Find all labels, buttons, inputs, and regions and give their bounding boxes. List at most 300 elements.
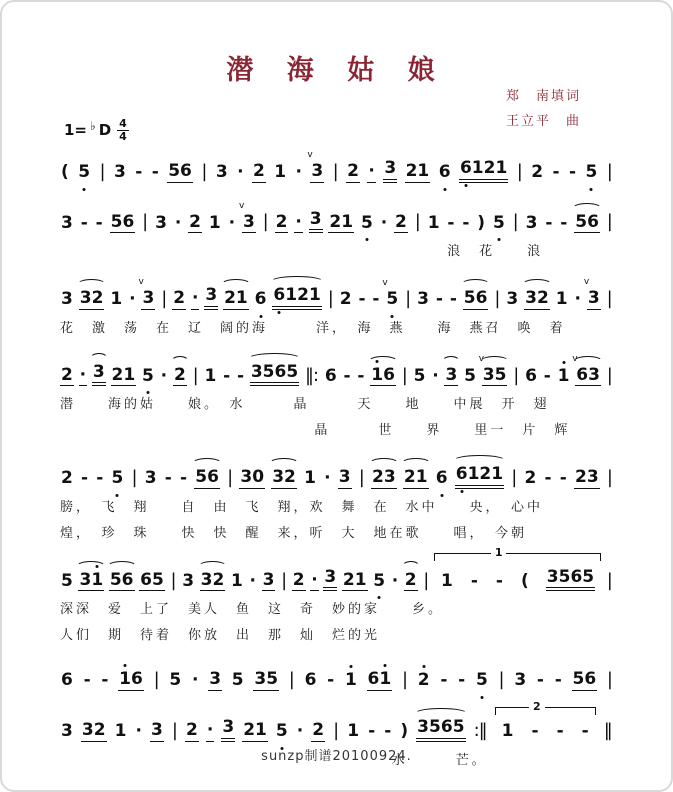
lyric-line: 潜 海的姑 娘。 水 晶 天 地 中展 开 翅	[60, 397, 550, 413]
octave-dot-below	[464, 184, 467, 187]
note-char: ·	[237, 162, 244, 182]
note-char: 2	[395, 211, 407, 232]
note-char: 2	[111, 364, 124, 385]
note-char: -	[83, 670, 91, 691]
note-char: 5	[151, 569, 164, 590]
note-token	[431, 367, 439, 387]
note-token	[215, 163, 229, 183]
key-letter: D	[98, 121, 112, 140]
note-char: 3	[92, 361, 105, 382]
note-char: 1	[119, 670, 131, 690]
lyric-line: 深深 爱 上了 美人 鱼 这 奇 妙的家 乡。	[60, 602, 445, 618]
note-char: :	[473, 719, 479, 741]
note-char: 2	[252, 161, 265, 181]
volta-number: 1	[491, 546, 507, 559]
note-token	[338, 468, 352, 489]
note-token	[181, 572, 195, 592]
note-char: 1	[415, 467, 428, 488]
note-char: |	[153, 669, 159, 691]
note-char: -	[81, 468, 89, 489]
note-char: 2	[93, 719, 106, 740]
note-token	[173, 366, 187, 387]
note-char: 1	[304, 468, 316, 489]
note-char: 6	[324, 365, 337, 386]
note-token	[524, 469, 538, 489]
lyric-line: 煌， 珍 珠 快 快 醒 来，听 大 地在歌 唱， 今朝	[60, 525, 528, 541]
notation-row	[60, 353, 613, 387]
note-char: 3	[150, 719, 163, 740]
note-char: ·	[368, 161, 375, 181]
note-token	[118, 670, 144, 691]
note-char: 3	[250, 361, 263, 382]
note-char: 1	[255, 719, 267, 740]
note-token	[416, 718, 465, 742]
note-token	[238, 200, 256, 234]
note-token	[544, 469, 553, 489]
key-signature	[64, 118, 129, 143]
note-token	[584, 163, 598, 183]
note-token	[174, 214, 182, 234]
key-prefix: 1=	[64, 121, 88, 140]
note-char: 3	[79, 569, 92, 590]
note-token	[326, 671, 335, 691]
note-token	[231, 671, 245, 691]
note-token	[307, 150, 324, 183]
note-char: |	[142, 211, 148, 233]
note-char: -	[545, 212, 553, 233]
barline	[226, 468, 233, 489]
note-token	[543, 367, 552, 387]
note-char: 3	[61, 720, 73, 741]
note-char: 6	[273, 286, 285, 306]
composer-credit: 王立平 曲	[505, 113, 581, 129]
note-char: 6	[140, 569, 152, 590]
note-token	[583, 277, 601, 310]
note-char: ·	[311, 569, 318, 590]
note-char: 1	[501, 720, 514, 741]
note-char: -	[96, 468, 104, 489]
note-char: |	[516, 160, 522, 182]
note-token	[417, 671, 431, 691]
note-char: |	[606, 364, 612, 386]
note-char: -	[327, 670, 335, 691]
note-token	[204, 286, 218, 310]
note-char: 1	[471, 158, 484, 178]
note-token	[168, 671, 182, 691]
octave-dot-above	[349, 665, 352, 668]
note-char: 5	[61, 570, 73, 591]
note-char: 2	[339, 289, 352, 310]
note-char: -	[343, 365, 351, 386]
note-token	[223, 289, 249, 310]
note-token	[544, 214, 553, 234]
note-char: 2	[312, 719, 325, 740]
note-char: ·	[191, 670, 199, 691]
note-char: -	[449, 289, 457, 310]
note-char: 5	[266, 669, 279, 690]
note-token	[403, 468, 429, 489]
note-char: (	[61, 162, 69, 182]
note-char: 2	[284, 467, 296, 488]
note-token	[78, 571, 104, 592]
note-token	[371, 290, 380, 310]
note-token	[495, 572, 504, 592]
breath-mark: v	[382, 278, 388, 289]
note-token	[530, 163, 544, 183]
note-token	[167, 162, 193, 183]
tie-arc	[269, 458, 299, 465]
note-char: 3	[482, 364, 495, 385]
note-char: 2	[91, 288, 104, 309]
note-char: -	[151, 162, 159, 182]
note-char: 3	[155, 212, 167, 233]
note-char: 5	[575, 211, 588, 232]
note-char: |	[170, 569, 176, 591]
note-char: 5	[582, 566, 595, 587]
note-char: -	[164, 468, 172, 489]
note-char: 1	[341, 211, 354, 232]
tie-arc	[442, 356, 460, 363]
notation-row	[60, 465, 613, 489]
note-char: |	[131, 467, 137, 489]
note-char: |	[358, 467, 364, 489]
octave-dot-below	[440, 494, 443, 497]
note-char: -	[581, 720, 589, 741]
note-char: 2	[404, 569, 417, 590]
note-char: 3	[200, 569, 213, 590]
note-char: -	[462, 212, 470, 233]
note-char: |	[401, 364, 407, 386]
time-top: 4	[119, 116, 127, 130]
note-char: |	[281, 569, 287, 591]
tie-arc	[221, 279, 251, 286]
octave-dot-above	[422, 665, 425, 668]
note-char: 2	[224, 288, 236, 309]
note-char: |	[606, 211, 612, 233]
note-char: 2	[575, 467, 587, 488]
breath-mark: v	[138, 277, 144, 288]
note-token	[295, 163, 303, 183]
note-char: 2	[418, 671, 430, 691]
credits	[506, 85, 581, 134]
note-char: -	[357, 365, 365, 386]
note-token	[383, 722, 392, 742]
note-char: -	[543, 365, 551, 386]
note-token	[391, 572, 399, 592]
note-char: -	[560, 212, 568, 233]
note-char: 1	[345, 671, 357, 691]
note-char: 5	[572, 669, 585, 690]
note-token	[303, 469, 317, 489]
octave-dot-below	[443, 188, 446, 191]
note-char: -	[80, 212, 88, 233]
note-token	[455, 465, 504, 489]
note-token	[273, 163, 287, 183]
note-token	[372, 572, 386, 592]
octave-dot-below	[480, 696, 483, 699]
notation-row	[60, 200, 613, 234]
note-token	[60, 163, 70, 183]
note-token	[546, 568, 595, 592]
barline	[401, 366, 408, 387]
note-char: |	[494, 287, 500, 309]
note-char: )	[400, 720, 409, 741]
breath-mark: v	[478, 353, 485, 364]
note-token	[311, 721, 325, 742]
note-token	[399, 722, 409, 742]
note-char: 1	[208, 212, 221, 233]
note-char: 3	[383, 467, 396, 488]
note-char: 2	[275, 211, 288, 232]
notation-row	[60, 699, 613, 742]
tie-arc	[401, 458, 431, 465]
note-char: ·	[295, 211, 302, 232]
note-char: 3	[272, 467, 285, 488]
time-bottom: 4	[119, 129, 127, 143]
note-char: 3	[215, 162, 228, 182]
tie-arc	[171, 356, 189, 363]
octave-dot-above	[384, 664, 387, 667]
note-token	[80, 214, 89, 234]
note-token	[185, 721, 199, 742]
note-char: ‖	[478, 719, 487, 741]
note-char: 1	[441, 570, 453, 591]
note-token	[461, 214, 470, 234]
note-char: -	[495, 570, 503, 591]
note-char: ‖	[603, 719, 612, 741]
note-token	[296, 722, 304, 742]
note-char: 6	[367, 669, 380, 690]
note-char: -	[569, 162, 577, 182]
note-char: -	[552, 162, 560, 182]
note-char: ·	[206, 719, 214, 740]
notation-row	[60, 150, 613, 183]
note-char: 2	[405, 161, 418, 181]
note-char: ·	[129, 289, 136, 310]
note-token	[552, 163, 561, 183]
note-char: 0	[252, 467, 265, 488]
tie-arc	[453, 455, 506, 462]
note-char: 3	[142, 288, 155, 309]
tie-arc	[107, 561, 137, 568]
score-line	[60, 465, 613, 541]
note-char: 6	[304, 670, 317, 691]
note-char: 5	[195, 467, 208, 488]
note-token	[370, 366, 396, 387]
note-char: 3	[144, 468, 157, 489]
octave-dot-below	[460, 490, 463, 493]
note-char: 5	[110, 211, 123, 232]
note-token	[304, 671, 318, 691]
note-token	[572, 353, 601, 387]
note-char: -	[536, 670, 544, 691]
note-char: 6	[383, 364, 395, 385]
barline	[401, 670, 408, 691]
barline	[606, 162, 613, 183]
note-token	[470, 572, 479, 592]
note-char: 2	[61, 364, 73, 385]
note-char: -	[544, 468, 552, 489]
barline	[262, 212, 269, 233]
note-char: |	[498, 669, 504, 691]
tie-arc	[248, 353, 301, 360]
note-char: |	[401, 669, 408, 691]
note-token	[323, 469, 331, 489]
note-char: 5	[429, 716, 441, 737]
note-char: 6	[456, 465, 468, 485]
note-char: |	[405, 287, 411, 309]
note-token	[478, 353, 508, 387]
note-char: 2	[536, 288, 549, 309]
note-char: 5	[169, 670, 182, 691]
note-char: 1	[123, 364, 136, 385]
note-token	[110, 469, 124, 489]
note-token	[114, 722, 128, 742]
breath-mark: v	[307, 150, 313, 160]
note-char: -	[556, 720, 564, 741]
note-token	[141, 367, 155, 387]
note-token	[271, 468, 297, 489]
note-char: -	[458, 670, 466, 691]
tie-arc	[402, 561, 420, 568]
note-token	[346, 162, 360, 183]
note-char: 6	[475, 288, 488, 309]
note-char: 5	[493, 214, 505, 234]
note-token	[513, 671, 527, 691]
note-char: ·	[135, 720, 142, 741]
note-char: 1	[347, 720, 360, 741]
octave-dot-below	[590, 188, 593, 191]
note-char: 2	[479, 464, 492, 485]
note-token	[394, 213, 408, 234]
note-token	[60, 214, 74, 234]
note-char: |	[171, 719, 177, 741]
note-char: 5	[78, 163, 90, 183]
note-char: 6	[121, 569, 134, 590]
note-char: 6	[180, 161, 192, 181]
note-char: 1	[274, 162, 287, 182]
note-char: 5	[168, 161, 181, 181]
note-char: -	[554, 670, 562, 691]
note-token	[360, 214, 374, 234]
note-char: -	[101, 670, 109, 691]
note-token	[435, 290, 444, 310]
note-token	[439, 671, 448, 691]
note-char: 6	[570, 566, 583, 587]
note-char: 3	[525, 212, 538, 233]
octave-dot-below	[365, 238, 368, 241]
note-char: 6	[576, 364, 589, 385]
note-token	[524, 289, 550, 310]
note-token	[371, 468, 397, 489]
note-char: |	[606, 569, 612, 591]
barline	[603, 721, 613, 742]
note-char: ·	[174, 212, 182, 233]
note-token	[191, 671, 199, 691]
note-char: 1	[114, 720, 127, 741]
note-char: 5	[276, 722, 288, 742]
note-char: ·	[295, 162, 302, 182]
barline	[171, 721, 178, 742]
note-char: -	[384, 720, 392, 741]
note-token	[367, 670, 393, 691]
note-token	[559, 469, 568, 489]
tie-arc	[90, 353, 108, 360]
note-token	[60, 290, 74, 310]
note-char: 2	[524, 468, 537, 489]
note-char: 2	[212, 569, 225, 590]
note-char: ·	[191, 288, 199, 309]
note-token	[536, 671, 545, 691]
barline	[606, 212, 613, 233]
note-char: 3	[113, 162, 126, 182]
octave-dot-below	[391, 315, 394, 318]
note-char: 3	[417, 289, 429, 310]
score-line	[60, 545, 613, 644]
note-char: 5	[494, 364, 507, 385]
note-token	[228, 214, 236, 234]
note-char: 5	[361, 214, 373, 234]
note-char: |	[513, 364, 519, 386]
note-token	[60, 366, 74, 387]
note-char: -	[95, 212, 103, 233]
note-token	[252, 162, 266, 183]
note-char: |	[99, 160, 105, 182]
note-char: 5	[231, 670, 244, 691]
note-char: 5	[463, 288, 476, 309]
lyric-line: 晶 世 界 里一 片 辉	[314, 423, 571, 439]
note-char: -	[440, 670, 448, 691]
note-char: 3	[61, 212, 73, 233]
note-token	[236, 163, 244, 183]
note-token	[339, 290, 353, 310]
note-char: -	[447, 212, 455, 233]
notation-row	[60, 277, 613, 310]
note-token	[109, 290, 123, 310]
note-char: |	[606, 160, 612, 182]
note-token	[150, 721, 164, 742]
note-token	[449, 290, 458, 310]
tie-arc	[270, 276, 323, 283]
note-char: 3	[587, 288, 600, 309]
octave-dot-below	[497, 238, 500, 241]
note-char: 2	[243, 719, 256, 740]
note-char: 2	[173, 364, 186, 385]
notation-row	[60, 545, 613, 592]
note-token	[275, 722, 289, 742]
tie-arc	[198, 561, 228, 568]
score	[60, 150, 613, 768]
barline	[510, 468, 517, 489]
barline	[414, 212, 421, 233]
note-char: 6	[436, 469, 448, 489]
note-char: 5	[109, 569, 122, 590]
note-char: 3	[205, 285, 218, 306]
note-char: 5	[111, 469, 123, 489]
tie-arc	[192, 458, 222, 465]
note-token	[459, 159, 508, 183]
octave-dot-below	[83, 188, 86, 191]
note-token	[113, 163, 127, 183]
footer-credit: sunzp制谱20100924.	[261, 749, 412, 764]
note-char: 3	[242, 211, 255, 232]
note-token	[572, 670, 598, 691]
note-char: ·	[228, 212, 236, 233]
note-char: 3	[61, 289, 73, 310]
note-token	[275, 213, 289, 234]
note-char: |	[288, 669, 294, 691]
note-token	[383, 159, 397, 183]
